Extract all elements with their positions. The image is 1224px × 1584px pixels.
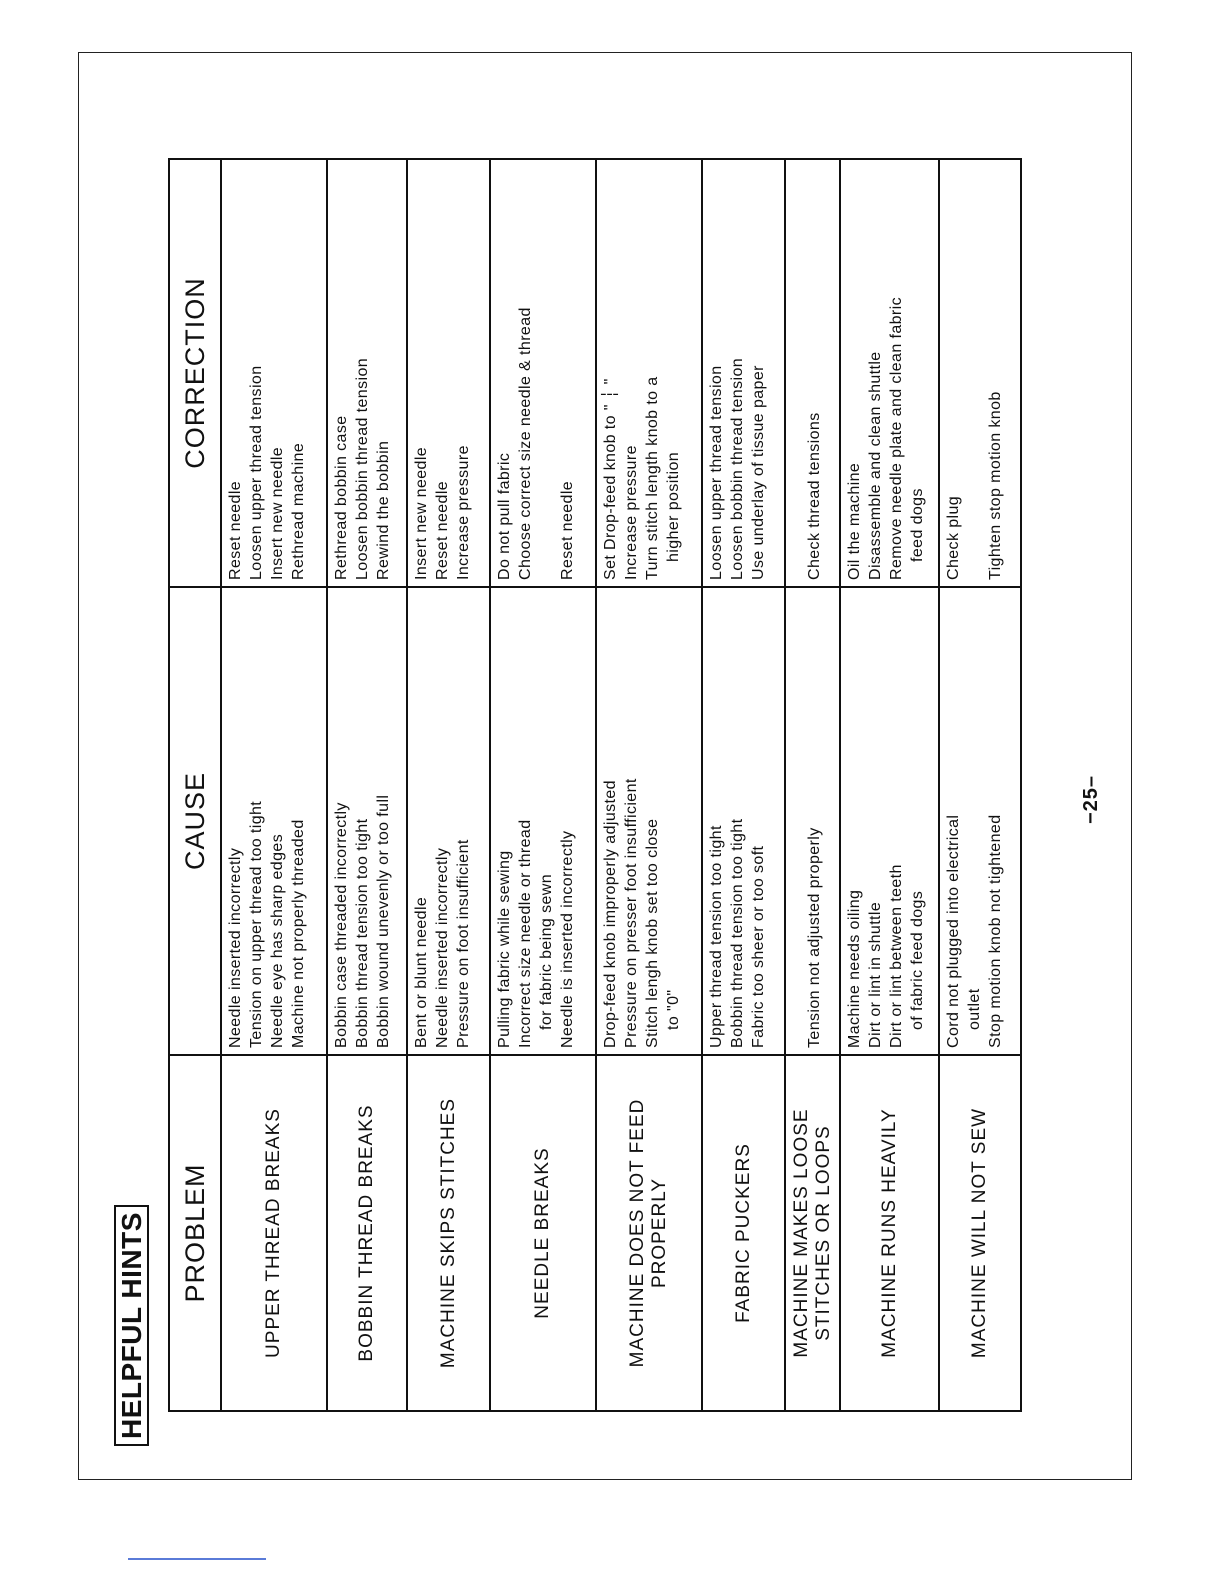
correction-line <box>536 170 557 580</box>
correction-line: feed dogs <box>909 488 926 562</box>
cause-cell <box>703 586 784 1054</box>
cause-line: for fabric being sewn <box>538 873 555 1030</box>
problem-cell: MACHINE WILL NOT SEW <box>940 1054 1020 1410</box>
correction-line: Use underlay of tissue paper <box>750 365 767 580</box>
cause-line: Fabric too sheer or too soft <box>750 845 767 1048</box>
correction-line: Increase pressure <box>623 445 640 580</box>
problem-cell: FABRIC PUCKERS <box>703 1054 784 1410</box>
section-title: HELPFUL HINTS <box>114 1205 149 1446</box>
correction-line: higher position <box>665 451 682 562</box>
cause-line: Needle inserted incorrectly <box>227 847 244 1048</box>
correction-cell <box>703 160 784 586</box>
correction-line: Turn stitch length knob to a <box>644 376 661 580</box>
cause-line: Bobbin wound unevenly or too full <box>375 794 392 1048</box>
correction-line: Loosen upper thread tension <box>708 365 725 580</box>
correction-cell <box>491 160 595 586</box>
problem-cell: UPPER THREAD BREAKS <box>222 1054 326 1410</box>
cause-line: Needle inserted incorrectly <box>434 847 451 1048</box>
correction-line: Increase pressure <box>455 445 472 580</box>
table-row <box>408 160 491 1410</box>
cause-line: Needle is inserted incorrectly <box>559 830 576 1048</box>
table-row <box>222 160 328 1410</box>
cause-line: Tension on upper thread too tight <box>248 800 265 1048</box>
correction-line: Oil the machine <box>846 462 863 580</box>
correction-cell <box>328 160 406 586</box>
table-row <box>786 160 841 1410</box>
cause-cell <box>841 586 938 1054</box>
cause-line: Machine not properly threaded <box>290 819 307 1048</box>
problem-cell: MACHINE MAKES LOOSE STITCHES OR LOOPS <box>786 1054 839 1410</box>
problem-cell: MACHINE RUNS HEAVILY <box>841 1054 938 1410</box>
table-row <box>328 160 408 1410</box>
correction-line: Rethread machine <box>290 442 307 580</box>
cause-line: Upper thread tension too tight <box>708 825 725 1048</box>
correction-line: Do not pull fabric <box>496 452 513 580</box>
header-problem: PROBLEM <box>170 1054 220 1410</box>
correction-line: Loosen bobbin thread tension <box>354 357 371 580</box>
cause-line: of fabric feed dogs <box>909 890 926 1030</box>
correction-cell <box>222 160 326 586</box>
correction-line: Check thread tensions <box>805 412 823 580</box>
cause-cell <box>940 586 1020 1054</box>
correction-line: Loosen bobbin thread tension <box>729 357 746 580</box>
cause-line: Dirt or lint between teeth <box>888 864 905 1048</box>
cause-line: Bobbin thread tension too tight <box>354 818 371 1048</box>
table-header <box>170 160 222 1410</box>
cause-line: Dirt or lint in shuttle <box>867 901 884 1048</box>
correction-line: Set Drop-feed knob to " ┆ " <box>602 378 619 580</box>
cause-line: Drop-feed knob improperly adjusted <box>602 780 619 1048</box>
page-number: −25– <box>1080 774 1102 824</box>
correction-line: Insert new needle <box>269 446 286 580</box>
cause-cell <box>597 586 701 1054</box>
cause-line: Bobbin thread tension too tight <box>729 818 746 1048</box>
correction-line: Rethread bobbin case <box>333 415 350 580</box>
cause-line: Stop motion knob not tightened <box>987 814 1004 1048</box>
cause-line: Bent or blunt needle <box>413 896 430 1048</box>
correction-cell <box>786 160 839 586</box>
cause-line: Needle eye has sharp edges <box>269 833 286 1048</box>
cause-line: Cord not plugged into electrical <box>945 814 962 1048</box>
correction-line: Rewind the bobbin <box>375 440 392 580</box>
cause-line: Stitch lengh knob set too close <box>644 818 661 1048</box>
correction-line: Remove needle plate and clean fabric <box>888 296 905 580</box>
troubleshooting-table <box>168 158 1022 1412</box>
correction-cell <box>841 160 938 586</box>
correction-line: Choose correct size needle & thread <box>517 307 534 580</box>
cause-line: Tension not adjusted properly <box>805 827 823 1048</box>
cause-line: Bobbin case threaded incorrectly <box>333 802 350 1048</box>
cause-cell <box>328 586 406 1054</box>
correction-line <box>964 170 985 580</box>
table-row <box>491 160 597 1410</box>
problem-cell: NEEDLE BREAKS <box>491 1054 595 1410</box>
table-row <box>597 160 703 1410</box>
problem-cell: MACHINE SKIPS STITCHES <box>408 1054 489 1410</box>
correction-cell <box>940 160 1020 586</box>
header-cause: CAUSE <box>170 586 220 1054</box>
cause-line: Machine needs oiling <box>846 889 863 1048</box>
correction-cell <box>408 160 489 586</box>
problem-cell: MACHINE DOES NOT FEED PROPERLY <box>597 1054 701 1410</box>
cause-line: Pressure on presser foot insufficient <box>623 778 640 1048</box>
correction-line: Tighten stop motion knob <box>987 391 1004 580</box>
correction-line: Reset needle <box>227 480 244 580</box>
cause-line: Pulling fabric while sewing <box>496 850 513 1048</box>
table-row <box>703 160 786 1410</box>
cause-cell <box>786 586 839 1054</box>
cause-cell <box>222 586 326 1054</box>
header-correction: CORRECTION <box>179 277 210 469</box>
cause-line: to "0" <box>665 989 682 1030</box>
cause-line: Incorrect size needle or thread <box>517 819 534 1048</box>
cause-cell <box>491 586 595 1054</box>
correction-line: Reset needle <box>559 480 576 580</box>
table-row <box>940 160 1020 1410</box>
correction-cell <box>597 160 701 586</box>
cause-line: Pressure on foot insufficient <box>455 839 472 1048</box>
correction-line: Check plug <box>945 495 962 580</box>
correction-line: Reset needle <box>434 480 451 580</box>
cause-line: outlet <box>966 988 983 1030</box>
correction-line: Disassemble and clean shuttle <box>867 351 884 580</box>
correction-line: Loosen upper thread tension <box>248 365 265 580</box>
problem-cell: BOBBIN THREAD BREAKS <box>328 1054 406 1410</box>
cause-cell <box>408 586 489 1054</box>
table-row <box>841 160 940 1410</box>
correction-line: Insert new needle <box>413 446 430 580</box>
